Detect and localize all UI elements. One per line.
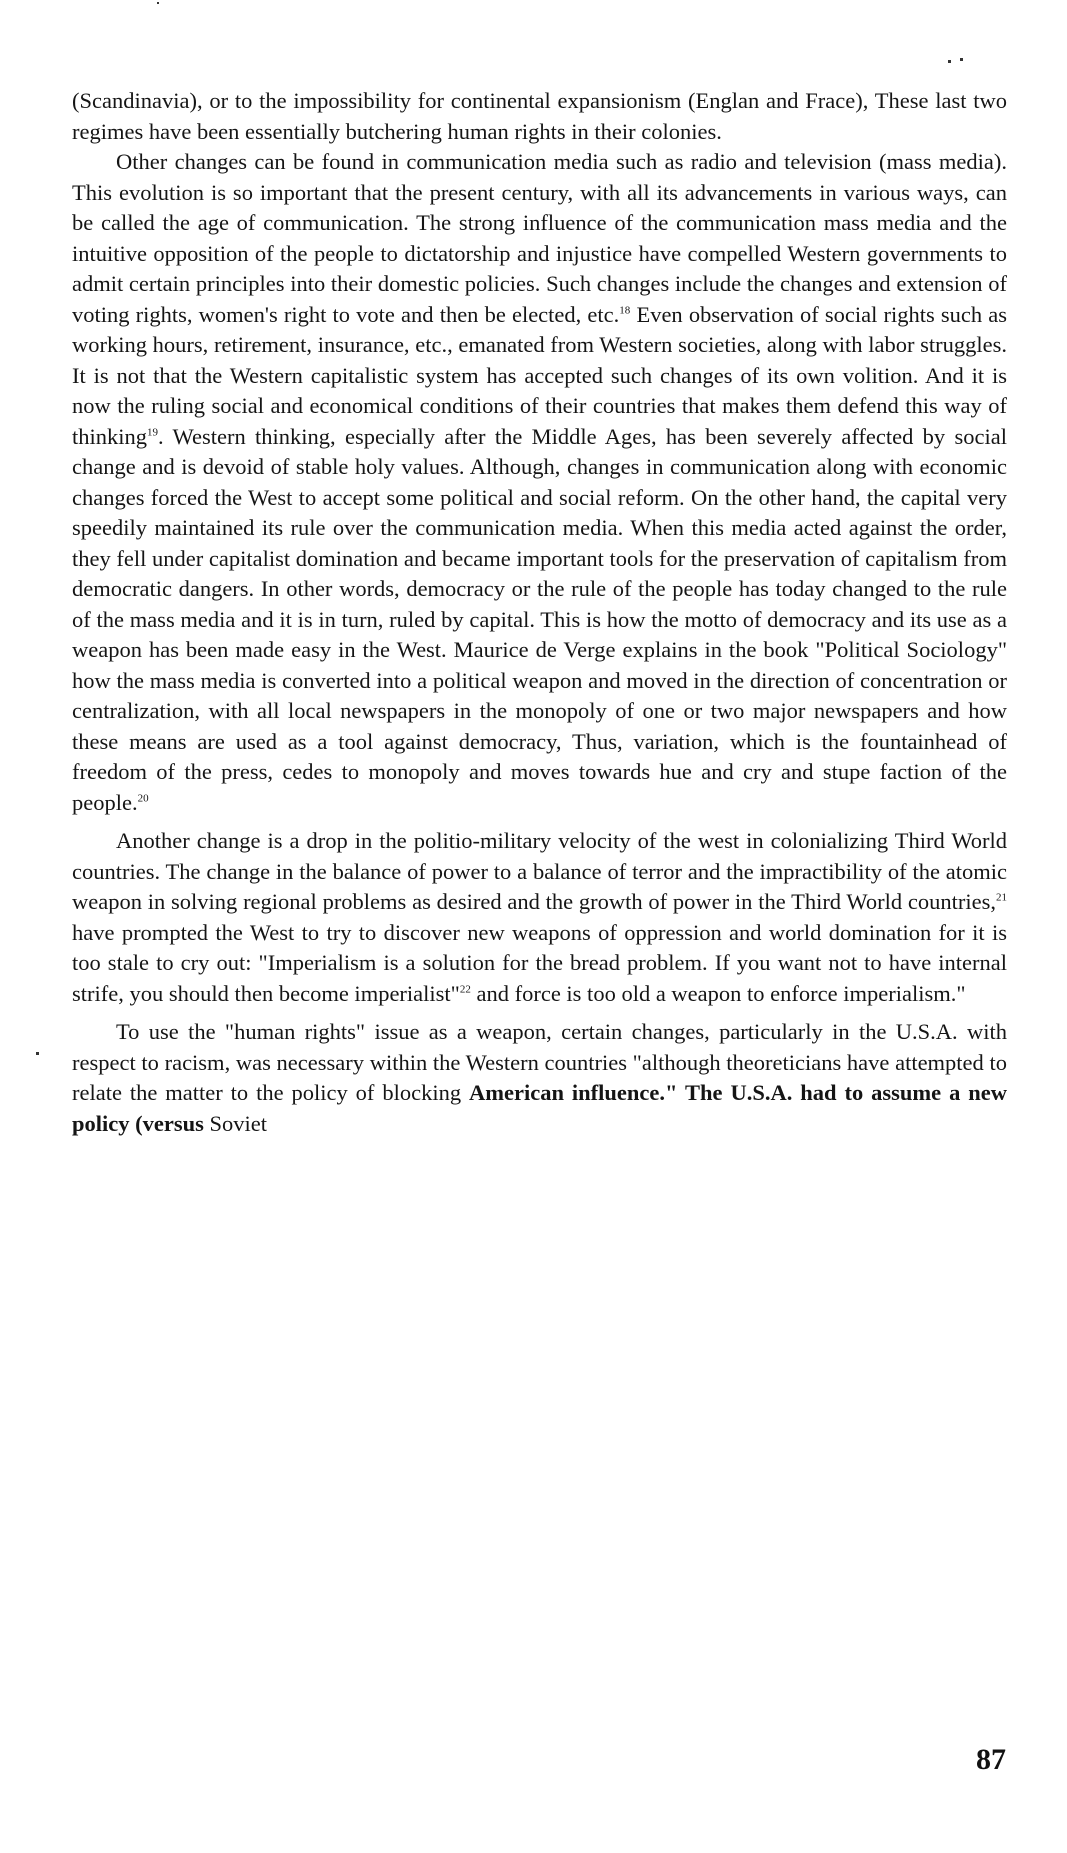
paragraph-4-text-c: Soviet — [203, 1110, 268, 1136]
paragraph-3-text-a: Another change is a drop in the politio-military velocity of the west in colonializing Third World countries. The change in the balance of power to a balance of terror and the impractibility of the atomic weapon in solving regional problems as desired and the growth of power in the Third World countries, — [72, 828, 1007, 914]
scan-speck — [157, 2, 159, 4]
scan-speck — [948, 60, 951, 63]
scan-speck — [36, 1052, 39, 1055]
footnote-ref-19: 19 — [147, 426, 159, 438]
page-number: 87 — [976, 1743, 1006, 1776]
document-page — [72, 86, 1007, 1139]
footnote-ref-18: 18 — [619, 304, 631, 316]
paragraph-2-text-c: . Western thinking, especially after the Middle Ages, has been severely affected by social change and is devoid of stable holy values. Although, changes in communication along with economic changes forced the West to accept some political and social reform. On the other hand, the capital very speedily maintained its rule over the communication media. When this media acted against the order, they fell under capitalist domination and became important tools for the preservation of capitalism from democratic dangers. In other words, democracy or the rule of the people has today changed to the rule of the mass media and it is in turn, ruled by capital. This is how the motto of democracy and its use as a weapon has been made easy in the West. Maurice de Verge explains in the book "Political Sociology" how the mass media is converted into a political weapon and moved in the direction of concentration or centralization, with all local newspapers in the monopoly of one or two major newspapers and how these means are used as a tool against democracy, Thus, variation, which is the fountainhead of freedom of the press, cedes to monopoly and moves towards hue and cry and stupe faction of the people. — [72, 423, 1007, 815]
paragraph-1: (Scandinavia), or to the impossibility for continental expansionism (Englan and Frace), These last two regimes have been essentially butchering human rights in their colonies. — [72, 88, 1007, 144]
paragraph-2-text-a: Other changes can be found in communication media such as radio and television (mass media). This evolution is so important that the present century, with all its advancements in various ways, can be called the age of communication. The strong influence of the communication mass media and the intuitive opposition of the people to dictatorship and injustice have compelled Western governments to admit certain principles into their domestic policies. Such changes include the changes and extension of voting rights, women's right to vote and then be elected, etc. — [72, 149, 1007, 327]
paragraph-3 — [72, 826, 1007, 1009]
paragraph-4 — [72, 1017, 1007, 1139]
paragraph-gap — [72, 1009, 1007, 1017]
paragraph-4-bold-text: American influence." The U.S.A. had to assume a new policy (versus — [72, 1080, 1007, 1136]
footnote-ref-22: 22 — [459, 983, 471, 995]
scan-speck — [960, 58, 963, 61]
footnote-ref-21: 21 — [996, 891, 1007, 904]
paragraph-2 — [72, 147, 1007, 818]
paragraph-2-text-b: Even observation of social rights such as working hours, retirement, insurance, etc., emanated from Western societies, along with labor struggles. It is not that the Western capitalistic system has accepted such changes of its own volition. And it is now the ruling social and economical conditions of their countries that makes them defend this way of thinking — [72, 301, 1008, 449]
paragraph-gap — [72, 818, 1007, 826]
paragraph-4-text-a: To use the "human rights" issue as a weapon, certain changes, particularly in the U.S.A. with respect to racism, was necessary within the Western countries "although theoreticians have attempted to relate the matter to the policy of blocking — [72, 1019, 1007, 1105]
footnote-ref-20: 20 — [137, 792, 149, 804]
paragraph-3-text-c: and force is too old a weapon to enforce imperialism." — [470, 980, 966, 1006]
paragraph-3-text-b: have prompted the West to try to discover new weapons of oppression and world domination for it is too stale to cry out: "Imperialism is a solution for the bread problem. If you want not to have internal strife, you should then become imperialist" — [72, 919, 1007, 1006]
